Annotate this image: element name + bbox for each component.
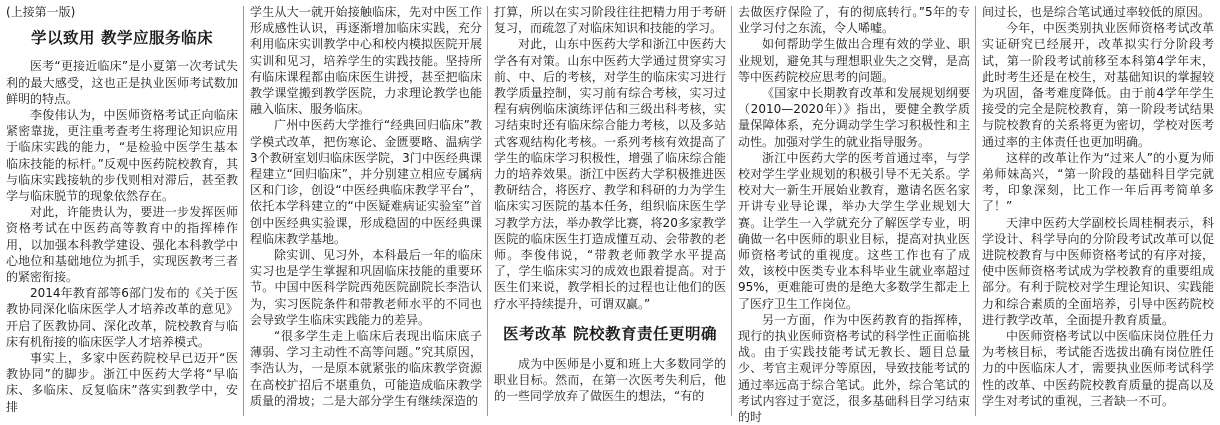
paragraph: 广州中医药大学推行“经典回归临床”教学模式改革，把伤寒论、金匮要略、温病学3个教研室划归临床医学院，3门中医经典课程建立“回归临床”，并分别建立相应专属病区和门诊，创设“中医经典临床教学平台”，依托本学科建立的“中医疑难病证实验室”首创中医经典实验课，形成稳固的中医经典课程临床教学基地。	[250, 118, 482, 246]
paragraph: 2014年教育部等6部门发布的《关于医教协同深化临床医学人才培养改革的意见》开启了医教协同、深化改革，院校教育与临床有机衔接的临床医学人才培养模式。	[6, 286, 238, 349]
paragraph: 中医师资格考试以中医临床岗位胜任力为考核目标，考试能否选拔出确有岗位胜任力的中医临床人才，需要执业医师考试科学性的改革、中医药院校教育质量的提高以及学生对考试的重视，三者缺一不可。	[982, 329, 1214, 408]
paragraph: 打算，所以在实习阶段往往把精力用于考研复习，而疏忽了对临床知识和技能的学习。	[494, 5, 726, 36]
paragraph: 成为中医师是小夏和班上大多数同学的职业目标。然而，在第一次医考失利后，他的一些同学放弃了做医生的想法，“有的	[494, 357, 726, 404]
article1-column-2	[250, 4, 482, 416]
article2-column-4	[738, 4, 970, 425]
article2-headline: 医考改革 院校教育责任更明确	[503, 324, 717, 343]
paragraph: 另一方面，作为中医药教育的指挥棒，现行的执业医师资格考试的科学性正面临挑战。由于实践技能考试无教长、题目总量少、考官主观评分等原因，导致技能考试的通过率远高于综合笔试。此外，综合笔试的考试内容过于宽泛，很多基础科目学习结束的时	[738, 312, 970, 425]
paragraph: 对此，许能贵认为，要进一步发挥医师资格考试在中医药高等教育中的指挥棒作用，以加强本科教学建设、强化本科教学中心地位和基础地位为抓手，实现医教考三者的紧密衔接。	[6, 205, 238, 285]
paragraph: 去做医疗保险了，有的彻底转行。”5年的专业学习付之东流，令人唏嘘。	[738, 5, 970, 36]
article1-column-3	[494, 4, 726, 416]
paragraph: 事实上，多家中医药院校早已迈开“医教协同”的脚步。浙江中医药大学将“早临床、多临床、反复临床”落实到教学中，安排	[6, 351, 238, 414]
paragraph: 间过长，也是综合笔试通过率较低的原因。	[982, 5, 1211, 19]
column-divider	[731, 6, 732, 416]
column-divider	[975, 6, 976, 416]
article1-column-1	[6, 4, 238, 416]
paragraph: 学生从大一就开始接触临床，先对中医工作形成感性认识，再逐渐增加临床实践，充分利用临床实训教学中心和校内模拟医院开展实训和见习，培养学生的实践技能。坚持所有临床课程都由临床医生讲授，甚至把临床教学课堂搬到教学医院，力求理论教学也能融入临床、服务临床。	[250, 5, 482, 117]
continued-label: (上接第一版)	[6, 5, 76, 19]
column-divider	[487, 6, 488, 416]
paragraph: 如何帮助学生做出合理有效的学业、职业规划，避免其与理想职业失之交臂，是高等中医药院校应思考的问题。	[738, 37, 970, 84]
paragraph: 浙江中医药大学的医考首通过率，与学校对学生学业规划的积极引导不无关系。学校对大一新生开展始业教育，邀请名医名家开讲专业导论课，举办大学生学业规划大赛。让学生一入学就充分了解医学专业，明确做一名中医师的职业目标，提高对执业医师资格考试的重视度。这些工作也有了成效，该校中医类专业本科毕业生就业率超过95%，更难能可贵的是绝大多数学生都走上了医疗卫生工作岗位。	[738, 150, 970, 311]
paragraph: 李俊伟认为，中医师资格考试正向临床紧密靠拢，更注重考查考生将理论知识应用于临床实践的能力，“是检验中医学生基本临床技能的标杆。”反观中医药院校教育，其与临床实践接轨的步伐则相对滞后，甚至教学与临床脱节的现象依然存在。	[6, 108, 238, 204]
column-divider	[243, 6, 244, 416]
paragraph: 除实训、见习外，本科最后一年的临床实习也是学生掌握和巩固临床技能的重要环节。中国中医科学院西苑医院副院长李浩认为，实习医院条件和带教老师水平的不同也会导致学生临床实践能力的差异。	[250, 248, 482, 327]
paragraph: “很多学生走上临床后表现出临床底子薄弱、学习主动性不高等问题。”究其原因，李浩认为，一是原本就紧张的临床教学资源在高校扩招后不堪重负，可能造成临床教学质量的滑坡；二是大部分学生有继续深造的	[250, 329, 482, 408]
paragraph: 医考“更接近临床”是小夏第一次考试失利的最大感受，这也正是执业医师考试数加鲜明的特点。	[6, 59, 238, 106]
paragraph: 《国家中长期教育改革和发展规划纲要（2010—2020年）》指出，要健全教学质量保障体系，充分调动学生学习积极性和主动性。加强对学生的就业指导服务。	[738, 86, 970, 149]
paragraph: 天津中医药大学副校长周桂桐表示，科学设计、科学导向的分阶段考试改革可以促进院校教育与中医师资格考试的有序对接，使中医师资格考试成为学校教育的重要组成部分。有利于院校对学生理论知识、实践能力和综合素质的全面培养，引导中医药院校进行教学改革，全面提升教育质量。	[982, 215, 1214, 327]
paragraph: 今年，中医类别执业医师资格考试改革实证研究已经展开，改革拟实行分阶段考试，第一阶段考试前移至本科第4学年末，此时考生还是在校生，对基础知识的掌握较为巩固，备考难度降低。由于前4学年学生接受的完全是院校教育，第一阶段考试结果与院校教育的关系将更为密切，学校对医考通过率的主体责任也更加明确。	[982, 21, 1214, 149]
paragraph: 对此，山东中医药大学和浙江中医药大学各有对策。山东中医药大学通过贯穿实习前、中、后的考核，对学生的临床实习进行教学质量控制，实习前有综合考核，实习过程有病例临床演练评估和三级出科考核，实习结束时还有临床综合能力考核，以及多站式客观结构化考核。一系列考核有效提高了学生的临床学习积极性，增强了临床综合能力的培养效果。浙江中医药大学积极推进医教研结合，将医疗、教学和科研的力为学生临床实习医院的基本任务，组织临床医生学习教学方法，举办教学比赛，将20多家教学医院的临床医生打造成懂互动、会带教的老师。李俊伟说，“带教老师教学水平提高了，学生临床实习的成效也跟着提高。对于医生们来说，教学相长的过程也让他们的医疗水平持续提升，可谓双赢。”	[494, 37, 726, 311]
paragraph: 这样的改革让作为“过来人”的小夏为师弟师妹高兴，“第一阶段的基础科目学完就考，印象深刻，比工作一年后再考简单多了！”	[982, 150, 1214, 214]
article2-column-5	[982, 4, 1214, 416]
article1-headline: 学以致用 教学应服务临床	[31, 29, 213, 48]
